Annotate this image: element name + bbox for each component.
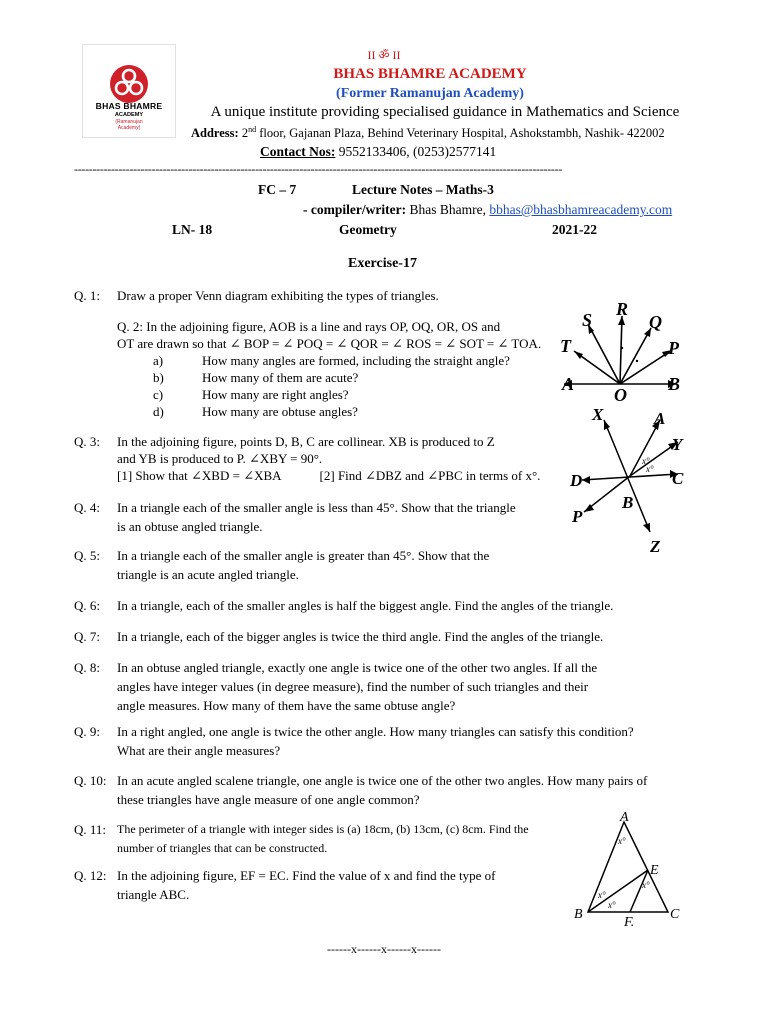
label-e: E	[650, 863, 659, 878]
question-text: OT are drawn so that ∠ BOP = ∠ POQ = ∠ QOR = ∠ ROS = ∠ SOT = ∠ TOA.	[117, 336, 542, 351]
contact-line	[260, 144, 496, 160]
question-text: triangle is an acute angled triangle.	[117, 567, 299, 582]
question-8	[74, 658, 699, 715]
om-symbol: II ॐ II	[367, 48, 401, 62]
year: 2021-22	[552, 222, 597, 237]
angle-label-x: x°	[642, 456, 650, 466]
question-3	[74, 433, 554, 484]
figure-collinear-dbc	[566, 404, 690, 556]
question-10	[74, 771, 704, 809]
question-text: In the adjoining figure, points D, B, C are collinear. XB is produced to Z	[117, 434, 495, 449]
academy-name: BHAS BHAMRE ACADEMY	[333, 66, 527, 82]
question-text: In the adjoining figure, EF = EC. Find the value of x and find the type of	[117, 868, 496, 883]
question-text: angle measures. How many of them have the same obtuse angle?	[117, 698, 456, 713]
question-12	[74, 866, 544, 904]
logo-rings-icon	[107, 63, 151, 105]
question-text: is an obtuse angled triangle.	[117, 519, 263, 534]
label-p: P	[668, 338, 679, 358]
subpart-d: d) How many are obtuse angles?	[153, 404, 358, 419]
address-text: floor, Gajanan Plaza, Behind Veterinary Hospital, Ashokstambh, Nashik- 422002	[256, 126, 665, 141]
label-y: Y	[672, 435, 683, 454]
angle-label-x: x°	[608, 900, 616, 910]
question-number: Q. 3:	[74, 434, 100, 449]
question-number: Q. 9:	[74, 724, 100, 739]
question-5	[74, 546, 559, 584]
angle-label-x: x°	[646, 464, 654, 474]
question-text: and YB is produced to P. ∠XBY = 90°.	[117, 451, 323, 466]
label-q: Q	[649, 312, 662, 332]
question-11	[74, 820, 544, 858]
question-number: Q. 8:	[74, 660, 100, 675]
question-text: In a right angled, one angle is twice the other angle. How many triangles can satisfy this condition?	[117, 724, 634, 739]
question-text: In a triangle each of the smaller angle is greater than 45°. Show that the	[117, 548, 490, 563]
label-a: A	[654, 409, 666, 428]
address-label: Address:	[191, 126, 239, 141]
question-text: In a triangle, each of the bigger angles is twice the third angle. Find the angles of the triangle.	[117, 629, 604, 644]
label-o: O	[614, 385, 627, 404]
label-s: S	[582, 310, 593, 330]
end-marker: ------x------x------x------	[327, 942, 441, 956]
figure-triangle-abc	[568, 808, 686, 930]
contact-value: 9552133406, (0253)2577141	[335, 144, 497, 159]
label-r: R	[616, 299, 629, 319]
figure-rays-aob	[558, 296, 688, 404]
address-line	[191, 125, 665, 141]
question-number: Q. 1:	[74, 288, 100, 303]
compiler-email-link[interactable]: bbhas@bhasbhamreacademy.com	[489, 202, 673, 217]
exercise-title: Exercise-17	[348, 256, 417, 271]
label-f: F.	[624, 915, 635, 930]
question-text: triangle ABC.	[117, 887, 190, 902]
label-a: A	[620, 810, 629, 825]
question-text: In an acute angled scalene triangle, one angle is twice one of the other two angles. How many pairs of	[117, 773, 648, 788]
address-sup: nd	[248, 125, 257, 134]
compiler-label: - compiler/writer:	[303, 202, 407, 217]
subpart-a: a) How many angles are formed, including the straight angle?	[153, 353, 510, 368]
label-t: T	[560, 336, 571, 356]
label-x: X	[592, 405, 604, 424]
label-c: C	[672, 469, 684, 488]
question-4	[74, 498, 559, 536]
address-pre: 2	[238, 126, 249, 141]
angle-label-x: x°	[598, 890, 606, 900]
label-z: Z	[650, 537, 661, 556]
question-text: angles have integer values (in degree measure), find the number of such triangles and their	[117, 679, 589, 694]
question-9	[74, 722, 699, 760]
subpart-b: b) How many of them are acute?	[153, 370, 359, 385]
label-b: B	[622, 493, 634, 512]
question-number: Q. 4:	[74, 500, 100, 515]
label-c: C	[670, 907, 680, 922]
label-p: P	[572, 507, 583, 526]
compiler-line	[303, 202, 672, 218]
contact-label: Contact Nos:	[260, 144, 336, 159]
question-text: In a triangle each of the smaller angle is less than 45°. Show that the triangle	[117, 500, 516, 515]
label-b: B	[668, 374, 681, 394]
question-number: Q. 6:	[74, 598, 100, 613]
question-2-subparts	[153, 352, 510, 420]
subpart-c: c) How many are right angles?	[153, 387, 349, 402]
course-code: FC – 7	[258, 182, 297, 197]
question-7	[74, 627, 694, 646]
question-text: The perimeter of a triangle with integer sides is (a) 18cm, (b) 13cm, (c) 8cm. Find the	[117, 822, 529, 836]
logo-former: (Ramanujan Academy)	[115, 119, 143, 131]
former-name: (Former Ramanujan Academy)	[336, 86, 524, 101]
header-divider: ------------------------------------------------------------------------------------------------------------------------------------	[74, 162, 562, 176]
course-title: Lecture Notes – Maths-3	[352, 182, 494, 197]
question-2	[117, 318, 557, 352]
question-number: Q. 11:	[74, 822, 107, 837]
question-text: [1] Show that ∠XBD = ∠XBA [2] Find ∠DBZ and ∠PBC in terms of x°.	[117, 468, 541, 483]
question-number: Q. 7:	[74, 629, 100, 644]
question-text: Q. 2: In the adjoining figure, AOB is a line and rays OP, OQ, OR, OS and	[117, 319, 501, 334]
compiler-name: Bhas Bhamre,	[406, 202, 490, 217]
label-b: B	[574, 907, 583, 922]
question-text: In an obtuse angled triangle, exactly one angle is twice one of the other two angles. If all the	[117, 660, 598, 675]
tagline: A unique institute providing specialised guidance in Mathematics and Science	[210, 104, 680, 120]
angle-label-x: x°	[642, 880, 650, 890]
question-text: Draw a proper Venn diagram exhibiting the types of triangles.	[117, 288, 439, 303]
question-text: these triangles have angle measure of one angle common?	[117, 792, 420, 807]
question-text: What are their angle measures?	[117, 743, 281, 758]
question-text: number of triangles that can be constructed.	[117, 841, 328, 855]
question-number: Q. 12:	[74, 868, 107, 883]
question-number: Q. 5:	[74, 548, 100, 563]
question-text: In a triangle, each of the smaller angles is half the biggest angle. Find the angles of the triangle.	[117, 598, 614, 613]
logo-name: BHAS BHAMRE	[95, 101, 163, 111]
logo-sub: ACADEMY	[114, 112, 144, 118]
angle-label-x: x°	[618, 836, 626, 846]
label-a: A	[562, 374, 575, 394]
label-d: D	[570, 471, 583, 490]
lecture-number: LN- 18	[172, 222, 213, 237]
question-6	[74, 596, 694, 615]
subject: Geometry	[339, 222, 397, 237]
question-number: Q. 10:	[74, 773, 107, 788]
